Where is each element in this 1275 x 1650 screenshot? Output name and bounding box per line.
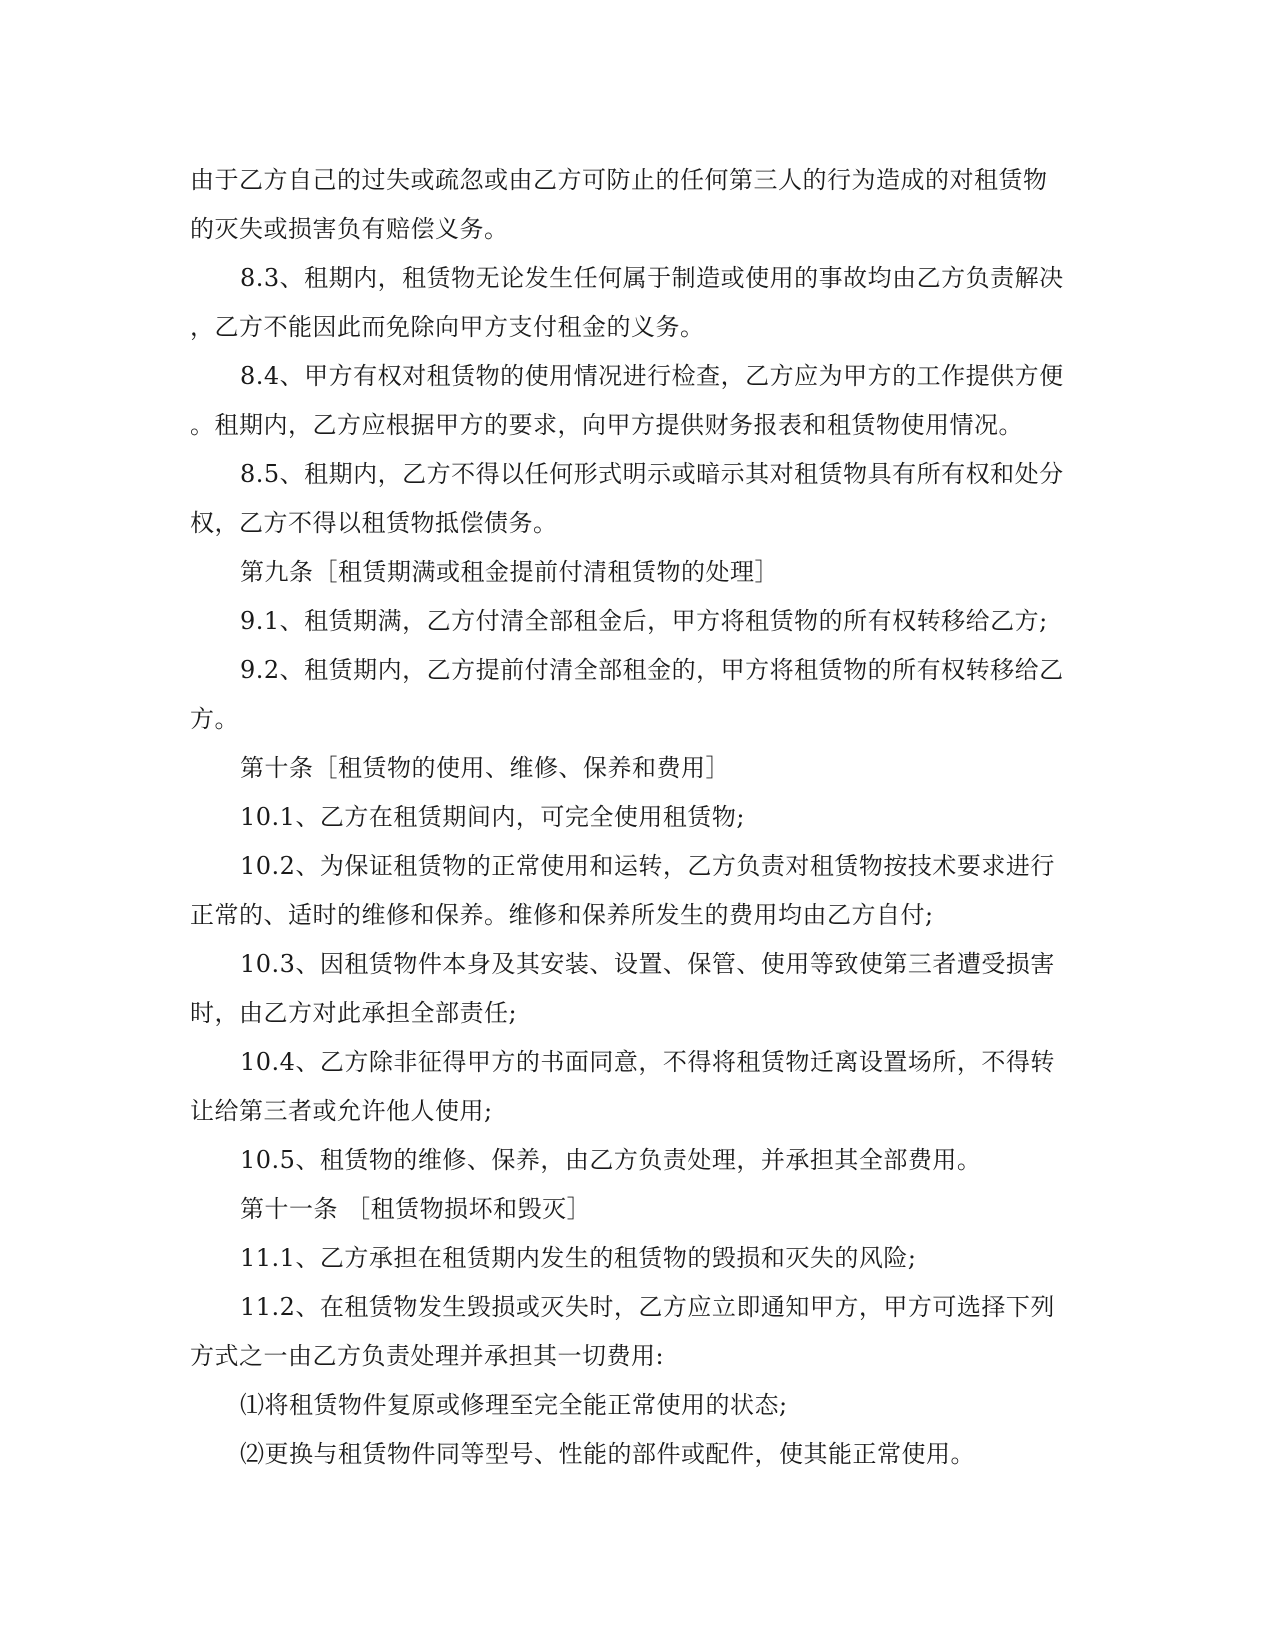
clause-8-3: 8.3、租期内，租赁物无论发生任何属于制造或使用的事故均由乙方负责解决 xyxy=(240,264,1064,292)
option-1: ⑴将租赁物件复原或修理至完全能正常使用的状态; xyxy=(240,1391,788,1419)
clause-11-1: 11.1、乙方承担在租赁期内发生的租赁物的毁损和灭失的风险; xyxy=(240,1244,917,1272)
text-line: 让给第三者或允许他人使用; xyxy=(190,1097,493,1125)
clause-9-1: 9.1、租赁期满，乙方付清全部租金后，甲方将租赁物的所有权转移给乙方; xyxy=(240,607,1048,635)
text-line: 由于乙方自己的过失或疏忽或由乙方可防止的任何第三人的行为造成的对租赁物 xyxy=(190,166,1048,194)
clause-11-2: 11.2、在租赁物发生毁损或灭失时，乙方应立即通知甲方，甲方可选择下列 xyxy=(240,1293,1055,1321)
text-line: 时，由乙方对此承担全部责任; xyxy=(190,999,518,1027)
text-line: 方式之一由乙方负责处理并承担其一切费用: xyxy=(190,1342,665,1370)
text-line: 的灭失或损害负有赔偿义务。 xyxy=(190,215,509,243)
text-line: 。租期内，乙方应根据甲方的要求，向甲方提供财务报表和租赁物使用情况。 xyxy=(190,411,1023,439)
option-2: ⑵更换与租赁物件同等型号、性能的部件或配件，使其能正常使用。 xyxy=(240,1440,975,1468)
article-10-heading: 第十条［租赁物的使用、维修、保养和费用］ xyxy=(240,754,730,782)
contract-text-body xyxy=(190,156,1070,1479)
text-line: 权，乙方不得以租赁物抵偿债务。 xyxy=(190,509,558,537)
article-11-heading: 第十一条 ［租赁物损坏和毁灭］ xyxy=(240,1195,592,1223)
clause-10-1: 10.1、乙方在租赁期间内，可完全使用租赁物; xyxy=(240,803,746,831)
clause-8-5: 8.5、租期内，乙方不得以任何形式明示或暗示其对租赁物具有所有权和处分 xyxy=(240,460,1064,488)
text-line: 方。 xyxy=(190,705,239,733)
clause-10-4: 10.4、乙方除非征得甲方的书面同意，不得将租赁物迁离设置场所，不得转 xyxy=(240,1048,1055,1076)
clause-10-2: 10.2、为保证租赁物的正常使用和运转，乙方负责对租赁物按技术要求进行 xyxy=(240,852,1055,880)
clause-10-3: 10.3、因租赁物件本身及其安装、设置、保管、使用等致使第三者遭受损害 xyxy=(240,950,1055,978)
text-line: 正常的、适时的维修和保养。维修和保养所发生的费用均由乙方自付; xyxy=(190,901,934,929)
clause-10-5: 10.5、租赁物的维修、保养，由乙方负责处理，并承担其全部费用。 xyxy=(240,1146,982,1174)
text-line: ，乙方不能因此而免除向甲方支付租金的义务。 xyxy=(190,313,705,341)
clause-9-2: 9.2、租赁期内，乙方提前付清全部租金的，甲方将租赁物的所有权转移给乙 xyxy=(240,656,1064,684)
article-9-heading: 第九条［租赁期满或租金提前付清租赁物的处理］ xyxy=(240,558,779,586)
clause-8-4: 8.4、甲方有权对租赁物的使用情况进行检查，乙方应为甲方的工作提供方便 xyxy=(240,362,1064,390)
